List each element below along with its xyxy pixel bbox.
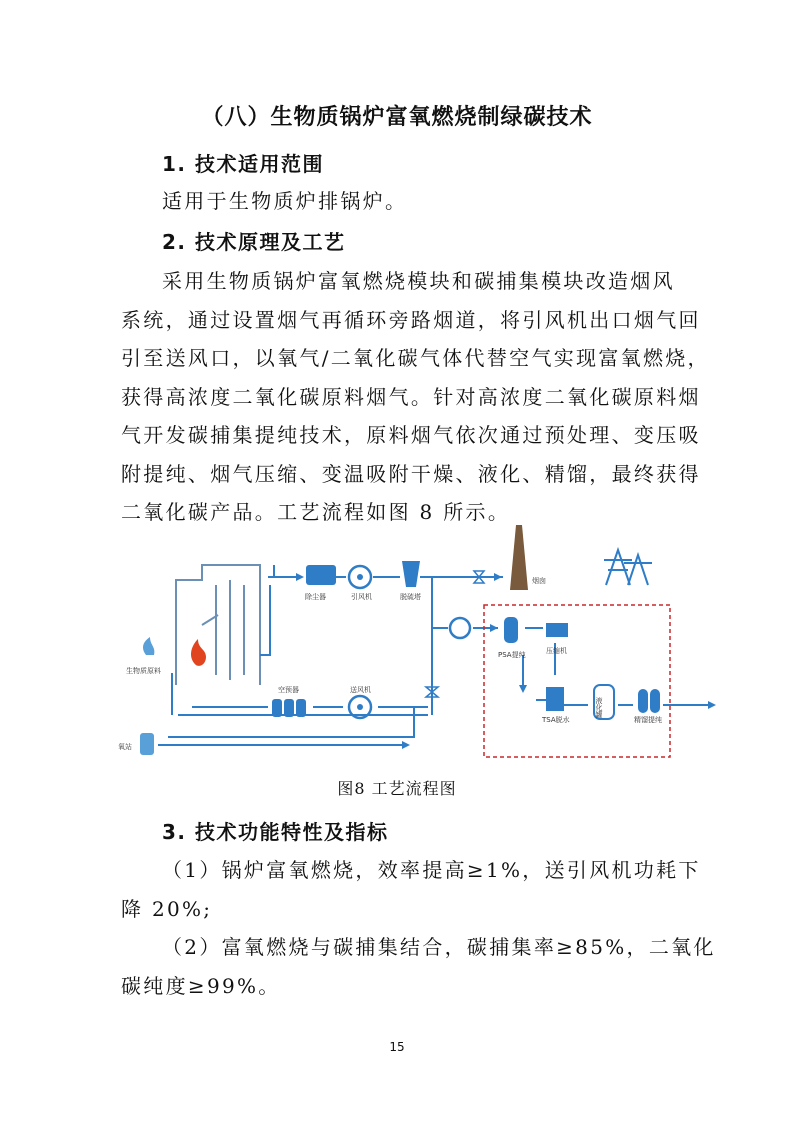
figure-caption: 图8 工艺流程图 (337, 779, 457, 798)
desulfurization-tower-icon (402, 561, 420, 587)
stack-icon (510, 525, 528, 590)
paragraph-line: （1）锅炉富氧燃烧，效率提高≥1%，送引风机功耗下 (162, 858, 701, 882)
label-biomass: 生物质原料 (126, 667, 161, 675)
paragraph-line: 二氧化碳产品。工艺流程如图 8 所示。 (121, 500, 511, 524)
paragraph-line: 附提纯、烟气压缩、变温吸附干燥、液化、精馏，最终获得 (121, 462, 701, 486)
paragraph-line: 引至送风口，以氧气/二氧化碳气体代替空气实现富氧燃烧， (121, 346, 710, 370)
paragraph-line: 采用生物质锅炉富氧燃烧模块和碳捕集模块改造烟风 (162, 269, 675, 293)
paragraph-line: 降 20%; (121, 897, 213, 921)
label-compressor: 压缩机 (546, 647, 567, 655)
subsection-3-title: 3. 技术功能特性及指标 (162, 820, 389, 844)
label-tsa: TSA脱水 (542, 716, 570, 724)
air-preheater-icon (272, 699, 306, 717)
psa-tank-icon (504, 617, 518, 643)
label-liquefy: 液化罐 (595, 697, 603, 718)
rectification-column-icon (638, 689, 648, 713)
section-heading: （八）生物质锅炉富氧燃烧制绿碳技术 (201, 105, 593, 130)
power-tower-icon (604, 550, 652, 585)
oxygen-station-icon (140, 733, 154, 755)
biomass-icon (143, 637, 154, 655)
label-fd-fan: 送风机 (350, 686, 371, 694)
paragraph-line: 气开发碳捕集提纯技术，原料烟气依次通过预处理、变压吸 (121, 423, 701, 447)
label-rectify: 精馏提纯 (634, 716, 662, 724)
flow-lines (158, 565, 714, 745)
label-dust: 除尘器 (305, 593, 326, 601)
label-air-preheater: 空预器 (278, 686, 299, 694)
dust-collector-icon (306, 565, 336, 585)
paragraph-line: 系统，通过设置烟气再循环旁路烟道，将引风机出口烟气回 (121, 308, 701, 332)
subsection-1-body: 适用于生物质炉排锅炉。 (162, 189, 408, 213)
label-stack: 烟囱 (532, 577, 546, 585)
label-id-fan: 引风机 (351, 593, 372, 601)
page-number: 15 (389, 1040, 405, 1054)
paragraph-line: 获得高浓度二氧化碳原料烟气。针对高浓度二氧化碳原料烟 (121, 385, 701, 409)
tsa-unit-icon (546, 687, 564, 711)
subsection-2-title: 2. 技术原理及工艺 (162, 230, 346, 254)
paragraph-line: 碳纯度≥99%。 (121, 974, 281, 998)
subsection-1-title: 1. 技术适用范围 (162, 152, 324, 176)
label-psa: PSA提纯 (498, 651, 526, 659)
paragraph-line: （2）富氧燃烧与碳捕集结合，碳捕集率≥85%，二氧化 (162, 935, 716, 959)
fire-icon (191, 639, 206, 666)
compressor-icon (546, 623, 568, 637)
recirculation-fan-icon (450, 618, 470, 638)
label-oxygen: 氧站 (118, 743, 132, 751)
label-desulf: 脱硫塔 (400, 593, 421, 601)
process-flow-diagram (118, 525, 718, 770)
